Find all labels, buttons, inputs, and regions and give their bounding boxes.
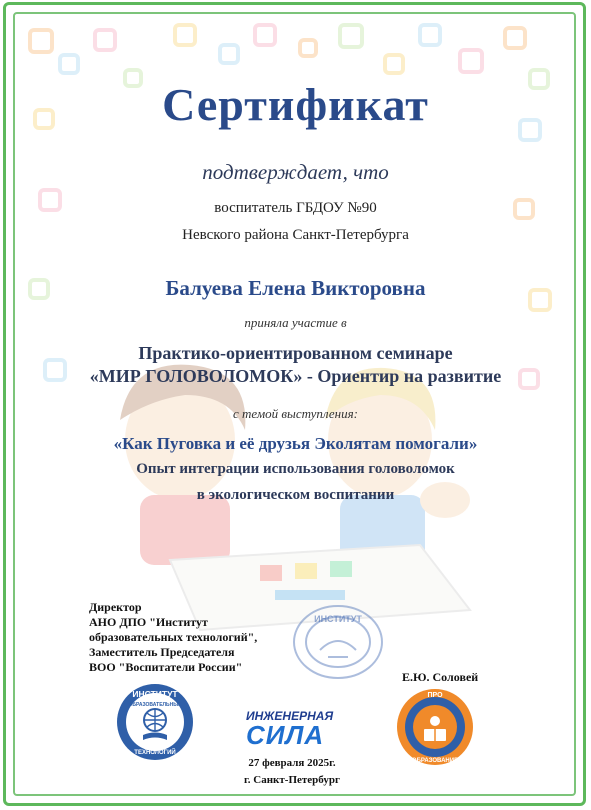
- certificate-title: Сертификат: [162, 79, 429, 130]
- signatory-line: ВОО "Воспитатели России": [89, 660, 243, 674]
- signatory-block: [89, 600, 257, 675]
- pro-logo-top: ПРО: [427, 692, 443, 699]
- certificate-subtitle: подтверждает, что: [202, 160, 389, 184]
- signer-name: Е.Ю. Соловей: [402, 670, 479, 684]
- signatory-line: Директор: [89, 600, 142, 614]
- stamp-text: ИНСТИТУТ: [314, 614, 362, 624]
- pro-education-logo: [393, 685, 477, 769]
- round-stamp: [290, 602, 386, 682]
- signatory-line: АНО ДПО "Институт: [89, 615, 208, 629]
- seminar-line-2: «МИР ГОЛОВОЛОМОК» - Ориентир на развитие: [89, 366, 502, 386]
- seminar-line-1: Практико-ориентированном семинаре: [138, 343, 453, 363]
- certificate-date: 27 февраля 2025г.: [248, 757, 336, 769]
- institute-logo-mid: ОБРАЗОВАТЕЛЬНЫХ: [128, 702, 182, 708]
- theme-line-3: в экологическом воспитании: [196, 487, 395, 503]
- position-line: воспитатель ГБДОУ №90: [214, 200, 377, 216]
- institute-logo-top: ИНСТИТУТ: [132, 689, 178, 699]
- theme-title: «Как Пуговка и её друзья Эколятам помогали»: [113, 434, 478, 453]
- theme-line-2: Опыт интеграции использования головоломок: [136, 461, 455, 477]
- institute-logo: [113, 680, 197, 764]
- institute-logo-bottom: ТЕХНОЛОГИЙ: [134, 750, 176, 756]
- engineering-logo-line1: ИНЖЕНЕРНАЯ: [246, 709, 334, 723]
- recipient-name: Балуева Елена Викторовна: [165, 276, 426, 300]
- signatory-line: Заместитель Председателя: [89, 645, 235, 659]
- participation-text: приняла участие в: [244, 315, 347, 330]
- district-line: Невского района Санкт-Петербурга: [182, 227, 409, 243]
- pro-logo-bottom: ОБРАЗОВАНИЕ: [411, 758, 459, 764]
- engineering-logo-line2: СИЛА: [246, 720, 325, 750]
- theme-intro: с темой выступления:: [232, 406, 359, 421]
- signatory-line: образовательных технологий",: [89, 630, 258, 644]
- certificate-city: г. Санкт-Петербург: [244, 774, 340, 786]
